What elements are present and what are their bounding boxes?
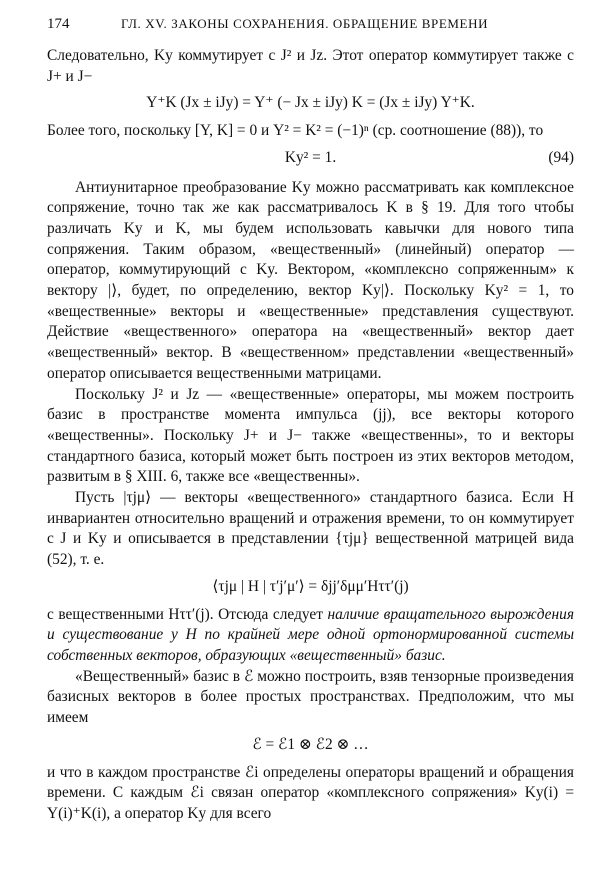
paragraph-3: Антиунитарное преобразование Ky можно рассматривать как комплексное сопряжение, точно так же как рассматривалось K в § 19. Для того чтобы различать Ky и K, мы будем использовать кавычки для нового типа сопряжения. Таким образом, «вещественный» (линейный) оператор — оператор, коммутирующий с Ky. Вектором, «комплексно сопряженным» к вектору |⟩, будет, по определению, вектор Ky|⟩. Поскольку Ky² = 1, то «вещественные» векторы и «вещественные» представления существуют. Действие «вещественного» оператора на «вещественный» вектор дает «вещественный» вектор. В «вещественном» представлении «вещественный» оператор описывается вещественными матрицами.	[47, 178, 574, 382]
paragraph-7: «Вещественный» базис в ℰ можно построить, взяв тензорные произведения базисных векторов в более простых пространствах. Предположим, что мы имеем	[47, 667, 574, 727]
paragraph-6	[47, 605, 574, 667]
paragraph-2: Более того, поскольку [Y, K] = 0 и Y² = K² = (−1)ⁿ (ср. соотношение (88)), то	[47, 122, 544, 140]
paragraph-6-lead: с вещественными Hττ′(j). Отсюда следует	[47, 605, 328, 623]
equation-matrix: ⟨τjμ | H | τ′j′μ′⟩ = δjj′δμμ′Hττ′(j)	[212, 577, 409, 595]
page-number: 174	[47, 16, 70, 32]
equation-94-body: Ky² = 1.	[284, 148, 337, 166]
paragraph-4: Поскольку J² и Jz — «вещественные» операторы, мы можем построить базис в пространстве момента импульса (jj), все векторы которого «вещественны». Поскольку J+ и J− также «вещественны», то и векторы стандартного базиса, который может быть построен из этих векторов методом, развитым в § XIII. 6, также все «вещественны».	[47, 385, 574, 486]
equation-number: (94)	[548, 148, 574, 166]
paragraph-5: Пусть |τjμ⟩ — векторы «вещественного» стандартного базиса. Если H инвариантен относительно вращений и отражения времени, то он коммутирует с J и Ky и описывается в представлении {τjμ} вещественной матрицей вида (52), т. е.	[47, 489, 574, 569]
equation-1: Y⁺K (Jx ± iJy) = Y⁺ (− Jx ± iJy) K = (Jx ± iJy) Y⁺K.	[146, 94, 475, 112]
running-header	[47, 14, 574, 36]
running-title: ГЛ. XV. ЗАКОНЫ СОХРАНЕНИЯ. ОБРАЩЕНИЕ ВРЕМЕНИ	[121, 16, 489, 31]
equation-tensor-product: ℰ = ℰ1 ⊗ ℰ2 ⊗ …	[252, 735, 369, 753]
paragraph-8: и что в каждом пространстве ℰi определены операторы вращений и обращения времени. С каждым ℰi связан оператор «комплексного сопряжения» Ky(i) = Y(i)⁺K(i), а оператор Ky для всего	[47, 763, 574, 822]
paragraph-6-italic: наличие вращательного вырождения и существование у H по крайней мере одной ортонормированной системы собственных векторов, образующих «вещественный» базис.	[47, 605, 574, 664]
paragraph-1: Следовательно, Ky коммутирует с J² и Jz. Этот оператор коммутирует также с J+ и J−	[47, 47, 574, 85]
equation-94	[47, 148, 574, 169]
